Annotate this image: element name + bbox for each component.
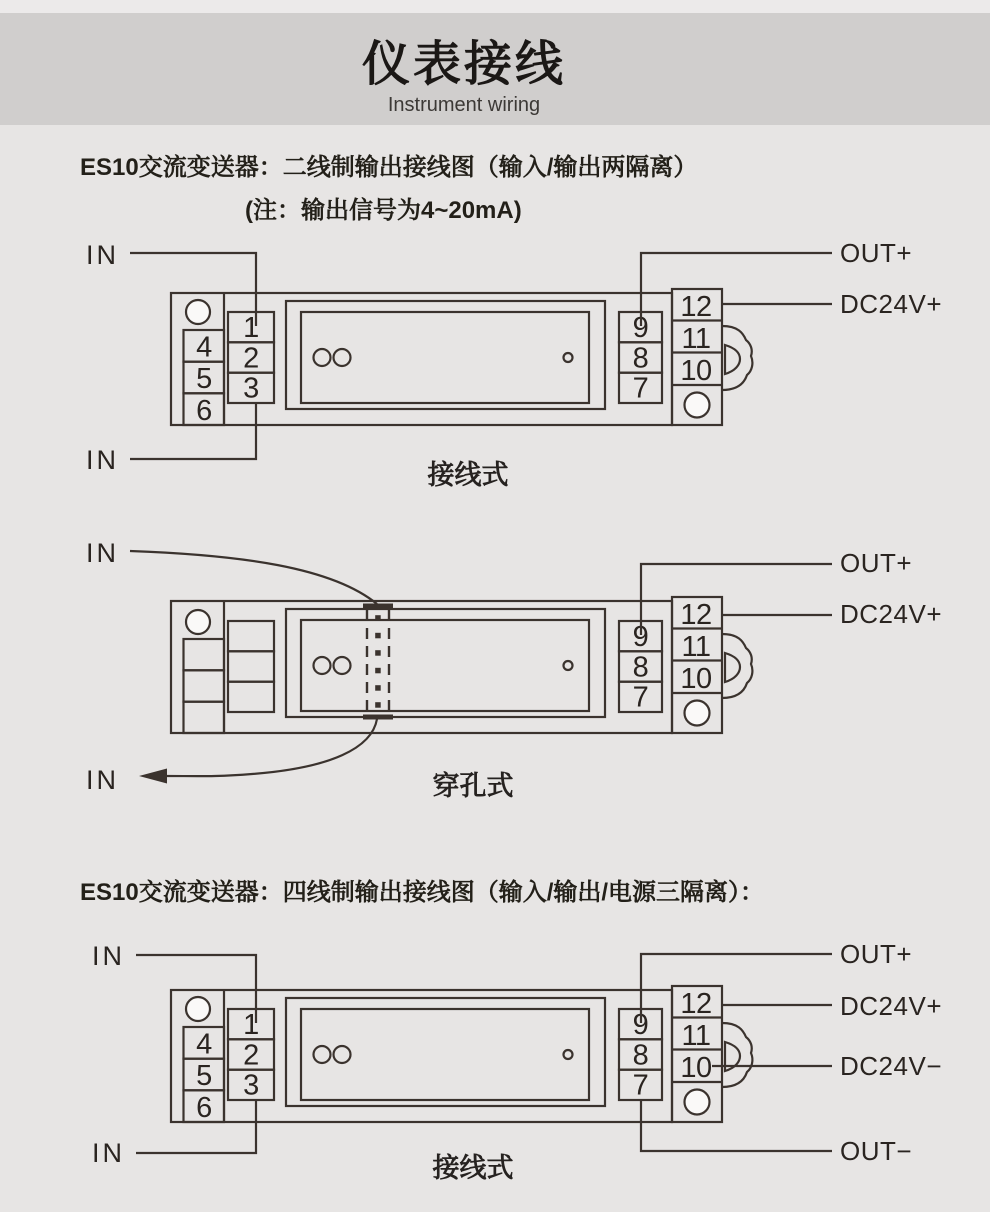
terminal-label: 7 [632,1069,649,1102]
left-inner-terminal-block [228,312,274,405]
terminal-label: 11 [681,323,711,355]
clip-outline [722,1023,752,1087]
dc24v-plus-label: DC24V+ [840,991,942,1021]
wiring-diagram-four-wire [0,935,990,1180]
terminal-label: 8 [632,651,649,684]
terminal-label: 5 [196,1060,212,1093]
terminal-label: 12 [680,599,712,631]
diagram3-caption: 接线式 [432,1153,514,1180]
out-plus-label: OUT+ [840,238,913,268]
terminal-label: 6 [196,394,212,427]
terminal-label: 8 [632,1039,649,1072]
input-wire-top [130,551,377,604]
wiring-diagram-two-wire [0,235,990,490]
page-subtitle: Instrument wiring [387,94,541,116]
terminal-label: 3 [243,372,259,405]
in-top-label: IN [86,240,119,270]
terminal-cell [228,651,274,681]
terminal-label: 3 [243,1069,259,1102]
clip-latch [725,345,740,374]
din-rail-clip [722,1023,752,1087]
terminal-label: 5 [196,363,212,396]
adjust-hole-circle [334,1046,351,1063]
module-inner-frame [301,620,589,711]
mounting-hole-circle [685,701,710,726]
mounting-hole-circle [186,300,210,324]
channel-dot [375,615,381,621]
din-rail-clip [722,634,752,698]
terminal-cell [184,670,225,701]
out-plus-wire [641,954,832,1023]
terminal-label: 11 [681,631,711,663]
clip-latch [725,653,740,682]
terminal-cell [184,702,225,733]
adjust-hole-circle [314,657,331,674]
center-module-window [286,301,605,409]
terminal-label: 2 [243,1039,259,1072]
right-outer-terminal-block [672,986,722,1122]
terminal-label: 8 [632,342,649,375]
led-hole-circle [564,353,573,362]
right-outer-terminal-block [672,597,722,733]
terminal-cell [228,682,274,712]
terminal-label: 2 [243,342,259,375]
clip-outline [722,326,752,390]
out-plus-wire [641,253,832,326]
input-wire-bottom [166,719,377,776]
dc24v-plus-label: DC24V+ [840,289,942,319]
terminal-label: 1 [243,312,259,344]
arrow-head [139,769,167,784]
diagram2-caption: 穿孔式 [432,771,514,801]
out-plus-label: OUT+ [840,939,913,969]
section1-heading: ES10交流变送器：二线制输出接线图（输入/输出两隔离） [80,154,698,181]
left-outer-terminal-block [184,1027,225,1124]
left-outer-terminal-block [184,330,225,427]
channel-cap-bottom [363,715,393,720]
wiring-diagram-through-hole [0,530,990,805]
in-top-label: IN [92,941,125,971]
diagram1-caption: 接线式 [427,460,509,490]
mounting-hole-circle [186,997,210,1021]
section1-note: (注：输出信号为4~20mA) [245,197,522,224]
terminal-label: 7 [632,681,649,714]
center-module-window [286,609,605,717]
in-bottom-label: IN [92,1138,125,1168]
terminal-label: 1 [243,1009,259,1041]
out-plus-label: OUT+ [840,548,913,578]
terminal-label: 11 [681,1020,711,1052]
adjust-hole-circle [334,657,351,674]
out-minus-wire [641,1100,832,1151]
left-inner-terminal-block [228,1009,274,1102]
terminal-label: 9 [632,621,649,653]
adjust-hole-circle [314,1046,331,1063]
out-minus-label: OUT− [840,1136,913,1166]
mounting-hole-circle [186,610,210,634]
channel-dot [375,650,381,656]
section2-heading: ES10交流变送器：四线制输出接线图（输入/输出/电源三隔离）： [80,879,765,906]
led-hole-circle [564,661,573,670]
channel-dot [375,685,381,691]
page-title: 仪表接线 [361,38,566,91]
input-wire-bottom [130,403,256,459]
right-outer-terminal-block [672,289,722,425]
terminal-label: 10 [680,1052,712,1084]
terminal-label: 4 [196,1028,212,1061]
dc24v-plus-label: DC24V+ [840,599,942,629]
terminal-label: 6 [196,1091,212,1124]
terminal-label: 10 [680,663,712,695]
header-band [0,13,990,125]
terminal-label: 4 [196,331,212,364]
mounting-hole-circle [685,393,710,418]
terminal-label: 9 [632,312,649,344]
terminal-label: 9 [632,1009,649,1041]
out-plus-wire [641,564,832,635]
terminal-label: 12 [680,988,712,1020]
in-bottom-label: IN [86,445,119,475]
channel-cap-top [363,604,393,609]
top-strip [0,0,990,13]
clip-outline [722,634,752,698]
channel-dot [375,702,381,708]
left-outer-terminal-block [184,639,225,733]
center-module-window [286,998,605,1106]
module-inner-frame [301,312,589,403]
module-inner-frame [301,1009,589,1100]
in-top-label: IN [86,538,119,568]
left-inner-terminal-block [228,621,274,712]
terminal-label: 12 [680,291,712,323]
terminal-cell [184,639,225,670]
mounting-hole-circle [685,1090,710,1115]
dc24v-minus-label: DC24V− [840,1051,942,1081]
terminal-label: 10 [680,355,712,387]
terminal-cell [228,621,274,651]
led-hole-circle [564,1050,573,1059]
din-rail-clip [722,326,752,390]
adjust-hole-circle [314,349,331,366]
channel-dot [375,668,381,674]
in-bottom-label: IN [86,765,119,795]
terminal-label: 7 [632,372,649,405]
channel-dot [375,633,381,639]
adjust-hole-circle [334,349,351,366]
